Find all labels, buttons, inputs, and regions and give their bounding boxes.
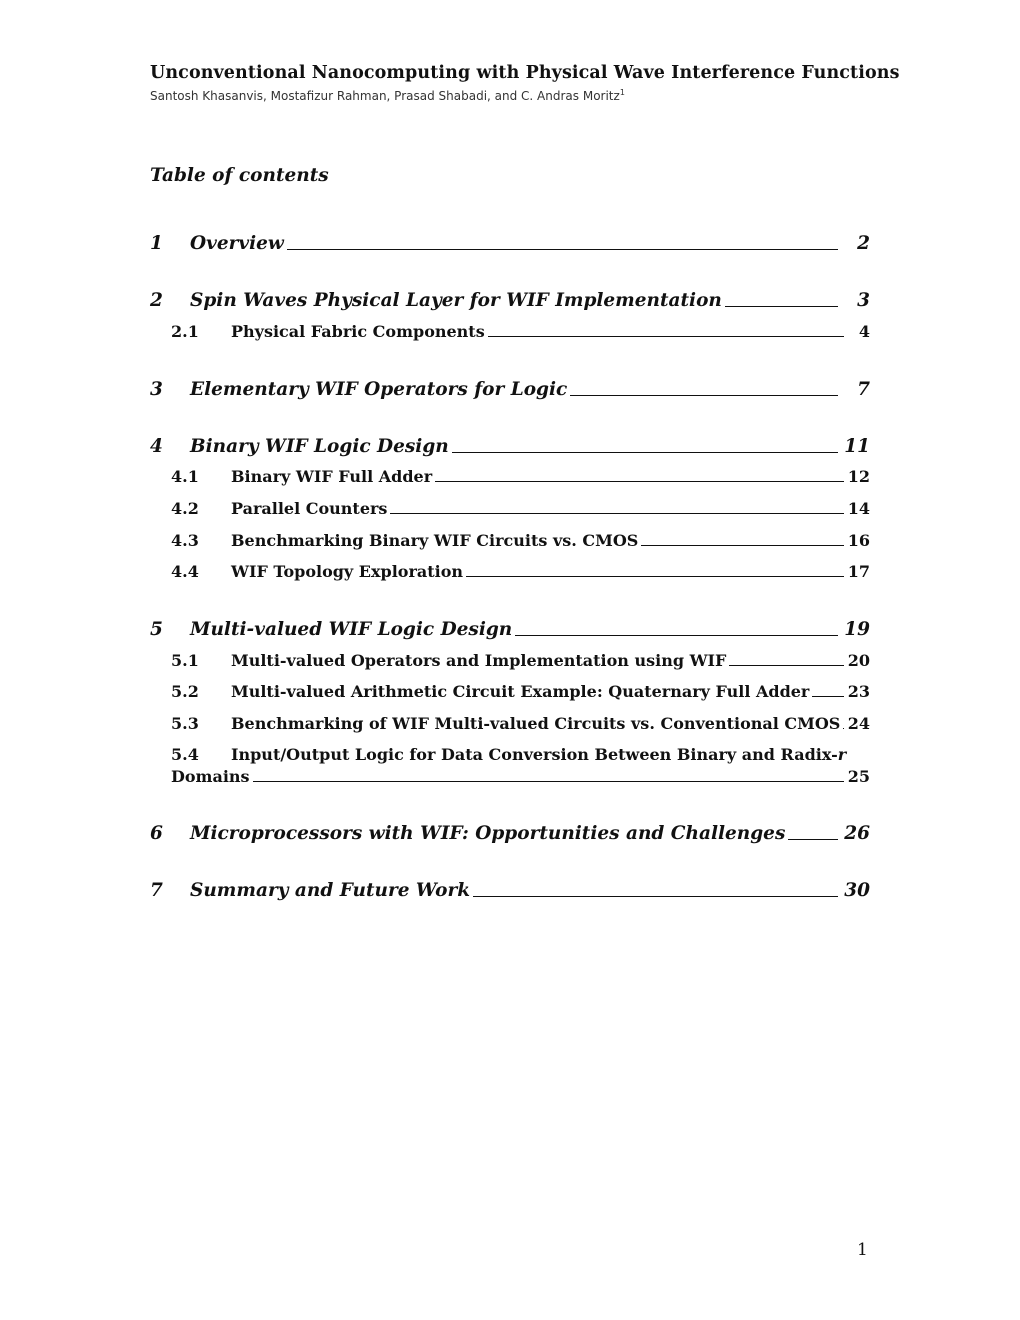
toc-entry-5-3[interactable] [171,713,870,733]
author-footnote-marker: 1 [619,88,625,97]
toc-leader [515,635,838,636]
toc-entry-5-4-first-line[interactable] [171,745,846,764]
toc-page: 24 [847,714,870,733]
toc-page: 4 [858,322,870,341]
toc-page: 14 [847,499,870,518]
toc-number: 2.1 [171,322,199,341]
toc-leader [287,249,838,250]
toc-entry-1[interactable] [150,230,870,254]
toc-number: 5.3 [171,714,199,733]
toc-number: 4 [150,436,163,457]
toc-entry-4-4[interactable] [171,561,870,581]
toc-title: Elementary WIF Operators for Logic [190,379,568,400]
toc-number: 1 [150,233,163,254]
toc-title: Input/Output Logic for Data Conversion Between Binary and Radix- [231,745,838,764]
toc-title: Parallel Counters [231,499,388,518]
page-number: 1 [857,1240,868,1260]
toc-page: 19 [844,619,870,640]
toc-leader [435,481,844,482]
toc-number: 4.1 [171,467,199,486]
toc-page: 20 [847,651,870,670]
toc-title-variable: r [837,745,847,764]
toc-leader [473,896,838,897]
toc-number: 4.3 [171,531,199,550]
toc-number: 2 [150,290,163,311]
toc-title-continued: Domains [171,767,250,786]
toc-number: 3 [150,379,163,400]
toc-page: 7 [857,379,870,400]
toc-title: Multi-valued Arithmetic Circuit Example: Quaternary Full Adder [231,682,810,701]
toc-title: Multi-valued Operators and Implementation using WIF [231,651,727,670]
toc-leader [788,839,838,840]
author-names: Santosh Khasanvis, Mostafizur Rahman, Prasad Shabadi, and C. Andras Moritz [150,89,620,103]
toc-leader [641,545,843,546]
toc-leader [570,395,838,396]
toc-title: WIF Topology Exploration [231,562,464,581]
toc-entry-4-1[interactable] [171,466,870,486]
toc-entry-4[interactable] [150,433,870,457]
toc-title: Microprocessors with WIF: Opportunities and Challenges [190,823,786,844]
toc-number: 5 [150,619,163,640]
toc-number: 5.2 [171,682,199,701]
toc-leader [812,696,843,697]
toc-entry-4-3[interactable] [171,530,870,550]
toc-leader [466,576,844,577]
toc-entry-2-1[interactable] [171,321,870,341]
toc-title: Overview [190,233,284,254]
toc-number: 5.1 [171,651,199,670]
toc-page: 23 [847,682,870,701]
author-line [150,88,625,103]
toc-page: 30 [844,880,870,901]
toc-page: 3 [857,290,870,311]
document-title: Unconventional Nanocomputing with Physical Wave Interference Functions [150,63,900,83]
toc-title: Benchmarking Binary WIF Circuits vs. CMOS [231,531,639,550]
toc-page: 16 [847,531,870,550]
toc-page: 25 [847,767,870,786]
toc-entry-5-1[interactable] [171,650,870,670]
toc-leader [452,452,838,453]
toc-entry-6[interactable] [150,820,870,844]
toc-number: 7 [150,880,163,901]
toc-entry-5-2[interactable] [171,681,870,701]
toc-title: Multi-valued WIF Logic Design [190,619,513,640]
toc-title: Binary WIF Full Adder [231,467,433,486]
toc-leader [253,781,844,782]
toc-entry-4-2[interactable] [171,498,870,518]
toc-page: 11 [844,436,870,457]
toc-entry-5-4[interactable] [171,766,870,786]
toc-title: Physical Fabric Components [231,322,485,341]
toc-number: 6 [150,823,163,844]
toc-title: Summary and Future Work [190,880,471,901]
toc-entry-3[interactable] [150,376,870,400]
toc-leader [390,513,843,514]
toc-leader [725,306,838,307]
toc-number: 5.4 [171,745,199,764]
toc-title: Spin Waves Physical Layer for WIF Implementation [190,290,722,311]
toc-number: 4.4 [171,562,199,581]
toc-page: 12 [847,467,870,486]
toc-leader [729,665,843,666]
toc-entry-7[interactable] [150,877,870,901]
toc-page: 17 [847,562,870,581]
toc-number: 4.2 [171,499,199,518]
toc-entry-2[interactable] [150,287,870,311]
toc-title: Binary WIF Logic Design [190,436,449,457]
toc-page: 2 [857,233,870,254]
toc-heading: Table of contents [150,165,329,186]
toc-entry-5[interactable] [150,616,870,640]
toc-title: Benchmarking of WIF Multi-valued Circuits vs. Conventional CMOS [231,714,841,733]
toc-leader [488,336,844,337]
toc-page: 26 [844,823,870,844]
